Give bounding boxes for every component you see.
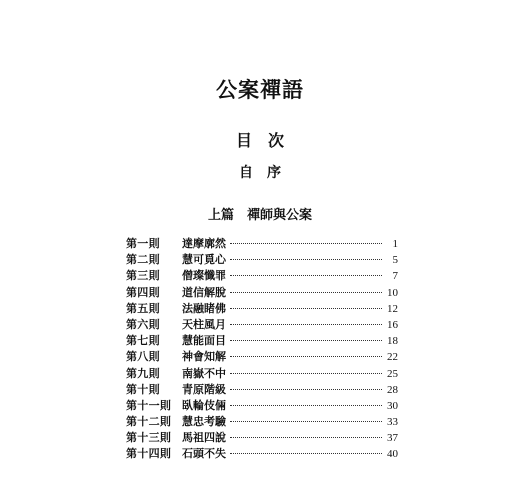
dot-leader (230, 275, 382, 276)
toc-entry-page: 1 (392, 238, 398, 250)
toc-entry-page: 25 (387, 367, 398, 380)
toc-entry (126, 236, 398, 252)
toc-entry (126, 446, 398, 462)
dot-leader (230, 437, 382, 438)
toc-entry-page: 28 (387, 383, 398, 396)
toc-entry-title: 達摩廓然 (182, 237, 226, 250)
toc-entry-page: 22 (387, 351, 398, 364)
preface-heading: 自 序 (239, 165, 281, 181)
dot-leader (230, 243, 382, 244)
toc-entry-number: 第十二則 (126, 415, 172, 429)
toc-entry (126, 414, 398, 430)
toc-entry-page: 10 (387, 286, 398, 299)
toc-entry-number: 第十四則 (126, 447, 172, 461)
toc-entry-number: 第七則 (126, 334, 160, 348)
toc-entry (126, 333, 398, 349)
toc-entry (126, 382, 398, 398)
toc-entry-number: 第十則 (126, 382, 160, 396)
toc-entry-page: 7 (392, 270, 398, 283)
dot-leader (230, 340, 382, 341)
dot-leader (230, 373, 382, 374)
dot-leader (230, 324, 382, 325)
toc-entry-page: 18 (387, 335, 398, 348)
dot-leader (230, 308, 382, 309)
toc-entry (126, 349, 398, 365)
toc-entry-page: 30 (387, 399, 398, 412)
toc-entry-title: 道信解脫 (182, 285, 226, 299)
toc-entry-title: 慧忠考驗 (182, 415, 226, 429)
toc-entry-number: 第三則 (126, 269, 160, 283)
toc-entry-title: 青原階級 (182, 382, 226, 396)
toc-entry-number: 第四則 (126, 285, 160, 299)
toc-entry (126, 430, 398, 446)
toc-entry (126, 252, 398, 268)
toc-list (126, 236, 398, 463)
dot-leader (230, 259, 382, 260)
toc-entry-title: 法融睹佛 (182, 301, 226, 315)
dot-leader (230, 405, 382, 406)
toc-entry-title: 僧璨懺罪 (182, 269, 226, 283)
toc-entry-page: 40 (387, 448, 398, 461)
toc-entry-page: 33 (387, 416, 398, 429)
toc-entry-number: 第九則 (126, 366, 160, 380)
dot-leader (230, 421, 382, 422)
toc-entry-number: 第十三則 (126, 431, 172, 445)
toc-entry-number: 第十一則 (126, 398, 172, 412)
toc-entry-title: 天柱風月 (182, 317, 226, 331)
toc-entry-number: 第一則 (126, 237, 160, 250)
dot-leader (230, 356, 382, 357)
toc-entry-page: 16 (387, 318, 398, 331)
toc-entry-title: 慧能面目 (182, 334, 226, 348)
toc-entry-title: 神會知解 (182, 350, 226, 364)
toc-entry-number: 第五則 (126, 301, 160, 315)
dot-leader (230, 389, 382, 390)
toc-entry-page: 37 (387, 432, 398, 445)
book-title: 公案禪語 (216, 77, 304, 102)
toc-entry-number: 第八則 (126, 350, 160, 364)
toc-heading: 目 次 (235, 131, 284, 150)
toc-entry (126, 317, 398, 333)
dot-leader (230, 292, 382, 293)
toc-entry-page: 12 (387, 302, 398, 315)
toc-entry (126, 301, 398, 317)
toc-entry (126, 285, 398, 301)
toc-entry-title: 南嶽不中 (182, 366, 226, 380)
toc-entry-title: 慧可覓心 (182, 253, 226, 267)
toc-entry-number: 第六則 (126, 317, 160, 331)
toc-entry (126, 398, 398, 414)
toc-entry-title: 馬祖四說 (182, 431, 226, 445)
toc-entry-page: 5 (392, 254, 398, 267)
part-heading: 上篇 禪師與公案 (207, 208, 312, 223)
dot-leader (230, 453, 382, 454)
toc-entry-title: 石頭不失 (182, 447, 226, 461)
toc-entry-number: 第二則 (126, 253, 160, 267)
toc-entry (126, 366, 398, 382)
toc-entry-title: 臥輪伎倆 (182, 398, 226, 412)
toc-entry (126, 268, 398, 284)
